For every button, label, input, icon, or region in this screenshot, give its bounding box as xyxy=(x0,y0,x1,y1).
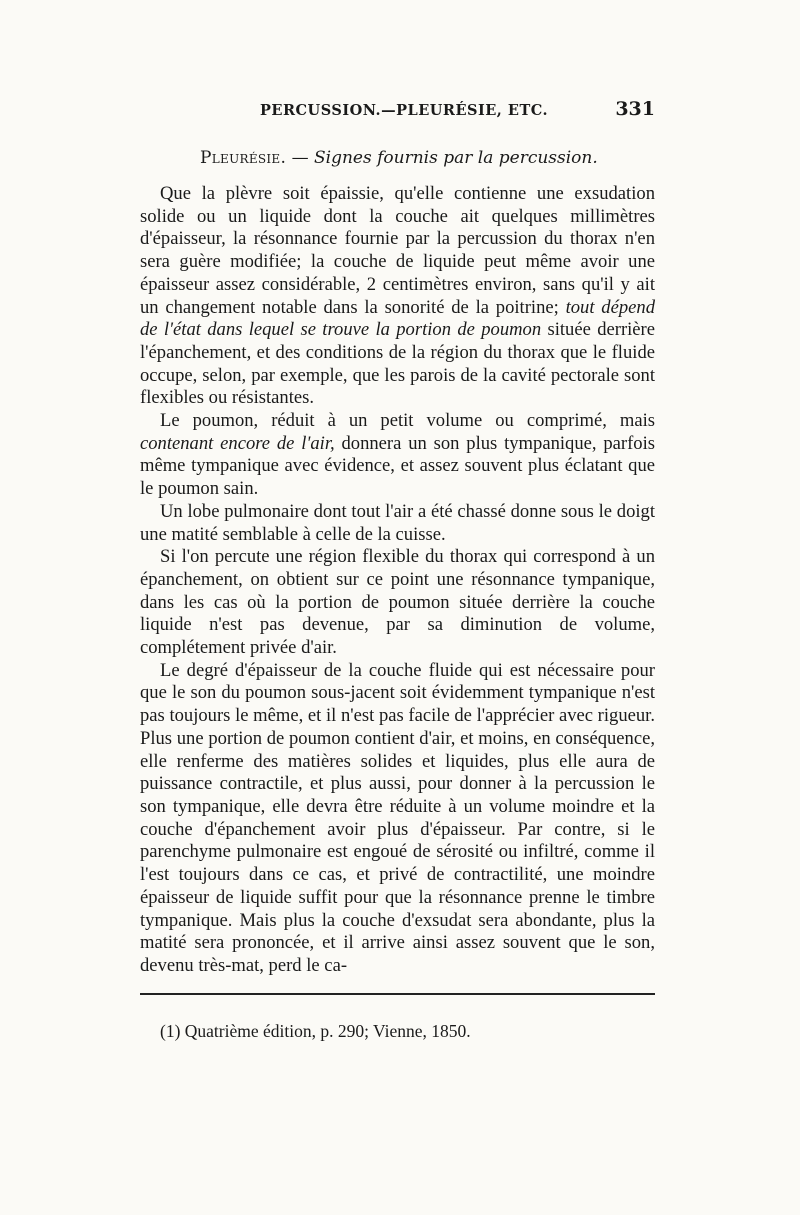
paragraph-2-italic: contenant encore de l'air, xyxy=(140,432,335,454)
paragraph-3-text: Un lobe pulmonaire dont tout l'air a été chassé donne sous le doigt une matité semblable à celle de la cuisse. xyxy=(140,500,655,545)
paragraph-1 xyxy=(140,183,655,410)
paragraph-2-text-b: donnera un son plus tympanique, parfois même tympanique avec évidence, et assez souvent plus éclatant que le poumon sain. xyxy=(140,432,655,500)
paragraph-2-text-a: Le poumon, réduit à un petit volume ou comprimé, mais xyxy=(160,410,655,432)
footnote-rule xyxy=(140,993,655,995)
paragraph-3 xyxy=(140,501,655,546)
footnote-text: Quatrième édition, p. 290; Vienne, 1850. xyxy=(184,1021,471,1041)
section-heading-separator: — xyxy=(286,148,315,168)
running-head-title: PERCUSSION.—PLEURÉSIE, ETC. xyxy=(260,102,549,119)
paragraph-1-italic: tout dépend de l'état dans lequel se trouve la portion de poumon xyxy=(140,296,655,341)
paragraph-4 xyxy=(140,546,655,660)
running-head xyxy=(140,98,655,128)
paragraph-5 xyxy=(140,660,655,978)
paragraph-2 xyxy=(140,410,655,501)
paragraph-1-text-b: située derrière l'épanchement, et des conditions de la région du thorax que le fluide occupe, selon, par exemple, que les parois de la cavité pectorale sont flexibles ou résistantes. xyxy=(140,319,655,409)
footnote-mark: (1) xyxy=(160,1021,181,1041)
paragraph-1-text-a: Que la plèvre soit épaissie, qu'elle contienne une exsudation solide ou un liquide dont la couche ait quelques millimètres d'épaisseur, la résonnance fournie par la percussion du thorax n'en sera guère modifiée; la couche de liquide peut même avoir une épaisseur assez considérable, 2 centimètres environ, sans qu'il y ait un changement notable dans la sonorité de la poitrine; xyxy=(140,183,655,318)
body-text xyxy=(140,183,655,978)
section-heading-label: Pleurésie. xyxy=(200,148,287,168)
paragraph-5-text: Le degré d'épaisseur de la couche fluide qui est nécessaire pour que le son du poumon sous-jacent soit évidemment tympanique n'est pas toujours le même, et il n'est pas facile de l'apprécier avec rigueur. Plus une portion de poumon contient d'air, et moins, en conséquence, elle renferme des matières solides et liquides, plus elle aura de puissance contractile, et plus aussi, pour donner à la percussion le son tympanique, elle devra être réduite à un volume moindre et la couche d'épanchement avoir plus d'épaisseur. Par contre, si le parenchyme pulmonaire est engoué de sérosité ou infiltré, comme il l'est toujours dans ce cas, et privé de contractilité, une moindre épaisseur de liquide suffit pour que la résonnance prenne le timbre tympanique. Mais plus la couche d'exsudat sera abondante, plus la matité sera prononcée, et il arrive ainsi assez souvent que le son, devenu très-mat, perd le ca- xyxy=(140,659,655,976)
section-heading-subtitle: Signes fournis par la percussion. xyxy=(314,148,598,168)
section-heading xyxy=(200,148,620,168)
paragraph-4-text: Si l'on percute une région flexible du thorax qui correspond à un épanchement, on obtient sur ce point une résonnance tympanique, dans les cas où la portion de poumon située derrière la couche liquide n'est pas devenue, par sa diminution de volume, complétement privée d'air. xyxy=(140,546,655,659)
footnote xyxy=(140,1020,655,1042)
page-number: 331 xyxy=(615,98,655,120)
